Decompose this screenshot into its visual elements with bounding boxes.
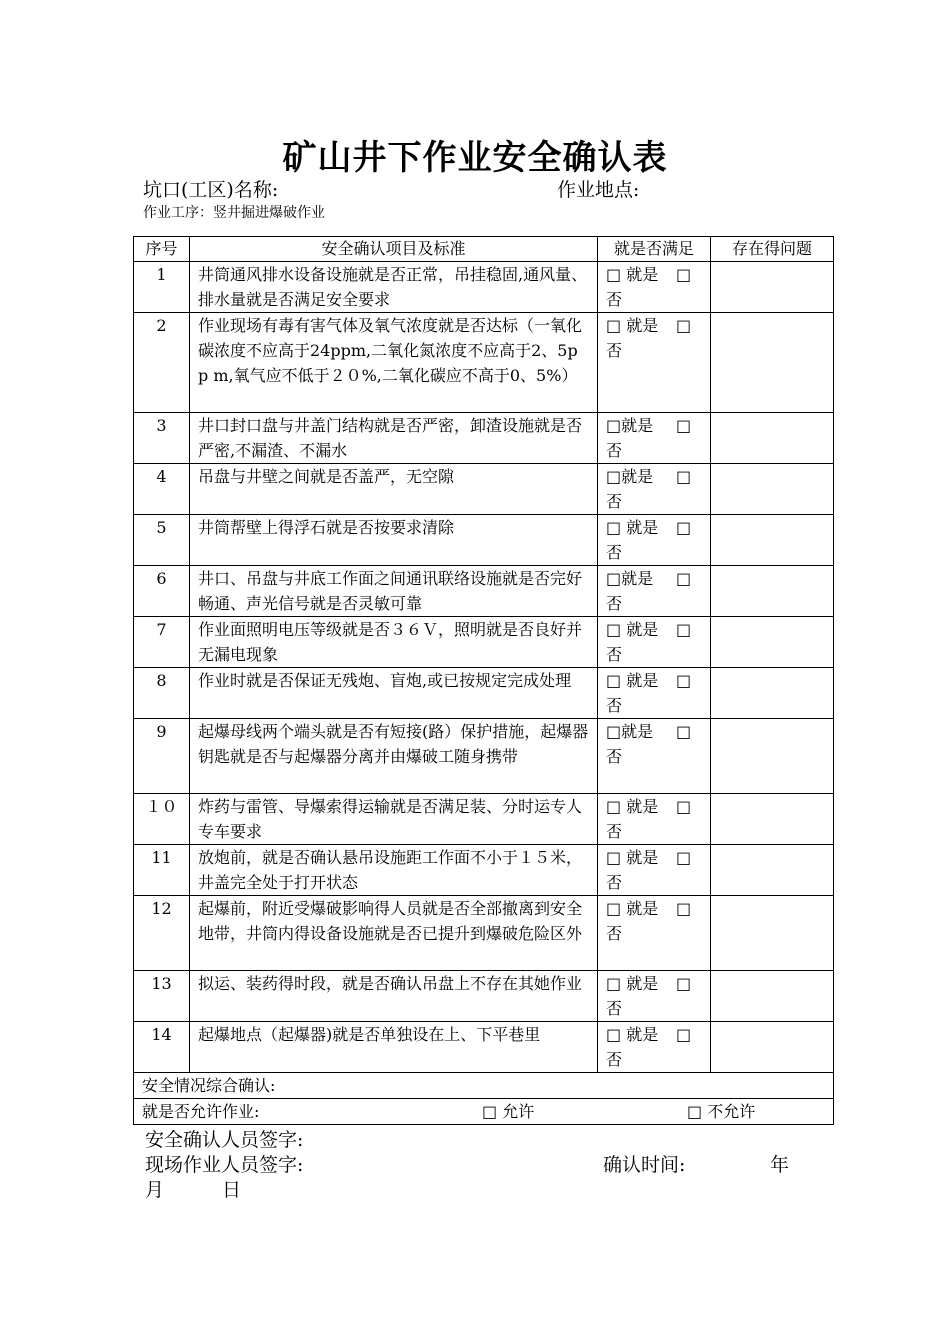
check-item: 井口、吊盘与井底工作面之间通讯联络设施就是否完好畅通、声光信号就是否灵敏可靠	[190, 566, 598, 617]
satisfied-cell	[598, 1022, 711, 1073]
col-header-item: 安全确认项目及标准	[190, 237, 598, 262]
problem-cell[interactable]	[711, 896, 834, 971]
table-row	[134, 617, 834, 668]
row-number: 12	[134, 896, 190, 971]
safety-signature-label: 安全确认人员签字:	[145, 1129, 304, 1151]
problem-cell[interactable]	[711, 464, 834, 515]
summary-label: 安全情况综合确认:	[134, 1073, 834, 1099]
table-row	[134, 413, 834, 464]
check-item: 吊盘与井壁之间就是否盖严，无空隙	[190, 464, 598, 515]
check-item: 炸药与雷管、导爆索得运输就是否满足装、分时运专人专车要求	[190, 794, 598, 845]
table-row	[134, 1022, 834, 1073]
yes-checkbox[interactable]: □就是	[606, 416, 654, 435]
no-label: 否	[606, 441, 623, 460]
no-label: 否	[606, 594, 623, 613]
no-label: 否	[606, 822, 623, 841]
check-item: 作业现场有毒有害气体及氧气浓度就是否达标（一氧化碳浓度不应高于24ppm,二氧化氮浓度不应高于2、5p p m,氧气应不低于２０%,二氧化碳应不高于0、5%）	[190, 313, 598, 413]
yes-checkbox[interactable]: □ 就是	[606, 974, 659, 993]
no-checkbox[interactable]: □	[676, 848, 692, 867]
allow-yes-checkbox[interactable]: □ 允许	[482, 1102, 535, 1121]
check-item: 起爆地点（起爆器)就是否单独设在上、下平巷里	[190, 1022, 598, 1073]
row-number: 9	[134, 719, 190, 794]
problem-cell[interactable]	[711, 1022, 834, 1073]
table-header-row	[134, 237, 834, 262]
satisfied-cell	[598, 668, 711, 719]
work-site-label: 作业地点:	[557, 179, 640, 201]
day-label: 日	[222, 1179, 242, 1201]
allow-row	[134, 1099, 834, 1125]
problem-cell[interactable]	[711, 262, 834, 313]
check-item: 起爆前，附近受爆破影响得人员就是否全部撤离到安全地带，井筒内得设备设施就是否已提升到爆破危险区外	[190, 896, 598, 971]
row-number: 1	[134, 262, 190, 313]
yes-checkbox[interactable]: □ 就是	[606, 1025, 659, 1044]
check-item: 井筒通风排水设备设施就是否正常，吊挂稳固,通风量、排水量就是否满足安全要求	[190, 262, 598, 313]
worker-signature-label: 现场作业人员签字:	[145, 1154, 304, 1176]
no-label: 否	[606, 999, 623, 1018]
no-checkbox[interactable]: □	[676, 797, 692, 816]
satisfied-cell	[598, 566, 711, 617]
table-row	[134, 896, 834, 971]
problem-cell[interactable]	[711, 617, 834, 668]
allow-no-checkbox[interactable]: □ 不允许	[687, 1102, 756, 1121]
row-number: 11	[134, 845, 190, 896]
table-row	[134, 971, 834, 1022]
col-header-no: 序号	[134, 237, 190, 262]
no-checkbox[interactable]: □	[676, 518, 692, 537]
yes-checkbox[interactable]: □就是	[606, 467, 654, 486]
col-header-problem: 存在得问题	[711, 237, 834, 262]
no-checkbox[interactable]: □	[676, 1025, 692, 1044]
confirm-time-label: 确认时间:	[603, 1154, 686, 1176]
table-row	[134, 464, 834, 515]
yes-checkbox[interactable]: □ 就是	[606, 671, 659, 690]
row-number: 13	[134, 971, 190, 1022]
table-row	[134, 668, 834, 719]
yes-checkbox[interactable]: □ 就是	[606, 899, 659, 918]
row-number: 2	[134, 313, 190, 413]
table-row	[134, 566, 834, 617]
no-checkbox[interactable]: □	[676, 899, 692, 918]
satisfied-cell	[598, 413, 711, 464]
page-title: 矿山井下作业安全确认表	[282, 138, 668, 178]
allow-label: 就是否允许作业:	[142, 1102, 260, 1121]
yes-checkbox[interactable]: □ 就是	[606, 518, 659, 537]
no-label: 否	[606, 1050, 623, 1069]
row-number: 7	[134, 617, 190, 668]
no-label: 否	[606, 873, 623, 892]
problem-cell[interactable]	[711, 313, 834, 413]
row-number: 5	[134, 515, 190, 566]
yes-checkbox[interactable]: □ 就是	[606, 316, 659, 335]
month-label: 月	[145, 1179, 165, 1201]
pit-name-label: 坑口(工区)名称:	[143, 179, 279, 201]
satisfied-cell	[598, 617, 711, 668]
row-number: １０	[134, 794, 190, 845]
problem-cell[interactable]	[711, 668, 834, 719]
satisfied-cell	[598, 515, 711, 566]
row-number: 3	[134, 413, 190, 464]
no-checkbox[interactable]: □	[676, 974, 692, 993]
row-number: 4	[134, 464, 190, 515]
problem-cell[interactable]	[711, 971, 834, 1022]
problem-cell[interactable]	[711, 845, 834, 896]
satisfied-cell	[598, 262, 711, 313]
no-checkbox[interactable]: □	[676, 620, 692, 639]
no-checkbox[interactable]: □	[676, 316, 692, 335]
check-item: 起爆母线两个端头就是否有短接(路）保护措施，起爆器钥匙就是否与起爆器分离并由爆破工随身携带	[190, 719, 598, 794]
table-row	[134, 515, 834, 566]
satisfied-cell	[598, 719, 711, 794]
satisfied-cell	[598, 794, 711, 845]
no-checkbox[interactable]: □	[676, 416, 692, 435]
check-item: 作业面照明电压等级就是否３６Ｖ，照明就是否良好并无漏电现象	[190, 617, 598, 668]
problem-cell[interactable]	[711, 413, 834, 464]
problem-cell[interactable]	[711, 515, 834, 566]
row-number: 8	[134, 668, 190, 719]
problem-cell[interactable]	[711, 794, 834, 845]
safety-checklist-table	[133, 236, 834, 1125]
yes-checkbox[interactable]: □就是	[606, 569, 654, 588]
no-label: 否	[606, 645, 623, 664]
check-item: 作业时就是否保证无残炮、盲炮,或已按规定完成处理	[190, 668, 598, 719]
table-row	[134, 719, 834, 794]
year-label: 年	[770, 1154, 790, 1176]
table-row	[134, 262, 834, 313]
no-checkbox[interactable]: □	[676, 569, 692, 588]
satisfied-cell	[598, 313, 711, 413]
row-number: 14	[134, 1022, 190, 1073]
no-label: 否	[606, 290, 623, 309]
col-header-satisfied: 就是否满足	[598, 237, 711, 262]
no-label: 否	[606, 341, 623, 360]
satisfied-cell	[598, 971, 711, 1022]
no-checkbox[interactable]: □	[676, 722, 692, 741]
work-process: 作业工序：竖井掘进爆破作业	[143, 205, 325, 221]
row-number: 6	[134, 566, 190, 617]
yes-checkbox[interactable]: □ 就是	[606, 620, 659, 639]
problem-cell[interactable]	[711, 719, 834, 794]
no-label: 否	[606, 696, 623, 715]
no-checkbox[interactable]: □	[676, 265, 692, 284]
table-row	[134, 313, 834, 413]
yes-checkbox[interactable]: □ 就是	[606, 797, 659, 816]
no-checkbox[interactable]: □	[676, 671, 692, 690]
yes-checkbox[interactable]: □ 就是	[606, 848, 659, 867]
problem-cell[interactable]	[711, 566, 834, 617]
satisfied-cell	[598, 896, 711, 971]
table-row	[134, 794, 834, 845]
check-item: 井口封口盘与井盖门结构就是否严密，卸渣设施就是否严密,不漏渣、不漏水	[190, 413, 598, 464]
summary-row	[134, 1073, 834, 1099]
check-item: 井筒帮壁上得浮石就是否按要求清除	[190, 515, 598, 566]
yes-checkbox[interactable]: □ 就是	[606, 265, 659, 284]
check-item: 放炮前，就是否确认悬吊设施距工作面不小于１５米，井盖完全处于打开状态	[190, 845, 598, 896]
yes-checkbox[interactable]: □就是	[606, 722, 654, 741]
no-label: 否	[606, 924, 623, 943]
satisfied-cell	[598, 464, 711, 515]
satisfied-cell	[598, 845, 711, 896]
table-row	[134, 845, 834, 896]
no-label: 否	[606, 747, 623, 766]
no-checkbox[interactable]: □	[676, 467, 692, 486]
no-label: 否	[606, 543, 623, 562]
check-item: 拟运、装药得时段，就是否确认吊盘上不存在其她作业	[190, 971, 598, 1022]
no-label: 否	[606, 492, 623, 511]
